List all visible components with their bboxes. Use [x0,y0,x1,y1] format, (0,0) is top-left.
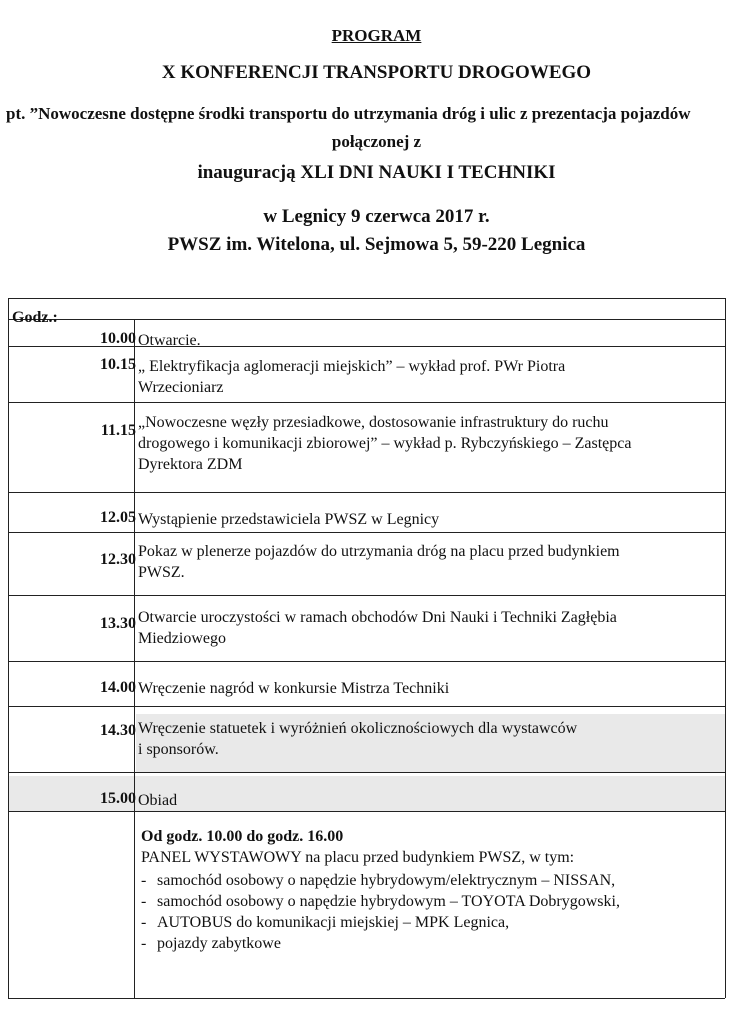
row-description: „ Elektryfikacja aglomeracji miejskich” – wykład prof. PWr Piotra Wrzecioniarz [138,358,566,396]
row-time: 12.30 [100,551,136,568]
row-description: Otwarcie uroczystości w ramach obchodów Dni Nauki i Techniki Zagłębia Miedziowego [138,609,617,647]
row-divider [8,595,725,596]
row-time: 11.15 [100,422,136,439]
row-divider [8,402,725,403]
schedule-table [8,298,725,998]
row-time: 12.05 [100,509,136,526]
row-description: Wręczenie statuetek i wyróżnień okolicznościowych dla wystawców i sponsorów. [138,720,578,758]
row-time: 14.00 [100,679,136,696]
table-border-left [8,298,9,998]
row-description: Pokaz w plenerze pojazdów do utrzymania dróg na placu przed budynkiem PWSZ. [138,543,620,581]
row-description: Obiad [138,792,178,809]
row-description: „Nowoczesne węzły przesiadkowe, dostosowanie infrastruktury do ruchu drogowego i komunikacji zbiorowej” – wykład p. Rybczyńskiego – Zastępca Dyrektora ZDM [138,414,632,473]
table-border-right [725,298,726,998]
hours-header: Godz.: [12,309,58,326]
panel-intro: PANEL WYSTAWOWY na placu przed budynkiem PWSZ, w tym: [141,849,575,866]
row-divider [8,811,725,812]
row-time: 10.15 [100,356,136,373]
row-time: 14.30 [100,722,136,739]
row-description: Wystąpienie przedstawiciela PWSZ w Legnicy [138,511,440,528]
row-description: Wręczenie nagród w konkursie Mistrza Techniki [138,680,450,697]
row-divider [8,319,725,320]
row-time: 13.30 [100,615,136,632]
panel-item-list [141,870,620,954]
date-place: w Legnicy 9 czerwca 2017 r. [263,206,490,227]
linked-with-text: połączonej z [331,132,422,151]
table-column-divider [134,319,135,998]
table-border-top [8,298,725,299]
list-item: - AUTOBUS do komunikacji miejskiej – MPK Legnica, [141,912,620,933]
row-divider [8,661,725,662]
row-time: 15.00 [100,790,136,807]
conference-title: X KONFERENCJI TRANSPORTU DROGOWEGO [161,62,592,83]
program-title: PROGRAM [331,26,422,45]
table-border-bottom [8,998,725,999]
list-item: - samochód osobowy o napędzie hybrydowym – TOYOTA Dobrygowski, [141,891,620,912]
row-time: 10.00 [100,330,136,347]
row-divider [8,706,725,707]
conference-subtitle: pt. ”Nowoczesne dostępne środki transportu do utrzymania dróg i ulic z prezentacja pojazdów [6,104,691,123]
list-item: - samochód osobowy o napędzie hybrydowym/elektrycznym – NISSAN, [141,870,620,891]
row-description: Otwarcie. [138,332,201,349]
inauguration-title: inauguracją XLI DNI NAUKI I TECHNIKI [197,162,556,183]
row-divider [8,532,725,533]
row-divider [8,492,725,493]
panel-heading: Od godz. 10.00 do godz. 16.00 [141,828,344,845]
list-item: - pojazdy zabytkowe [141,933,620,954]
row-divider [8,772,725,773]
venue-address: PWSZ im. Witelona, ul. Sejmowa 5, 59-220 Legnica [167,234,586,255]
